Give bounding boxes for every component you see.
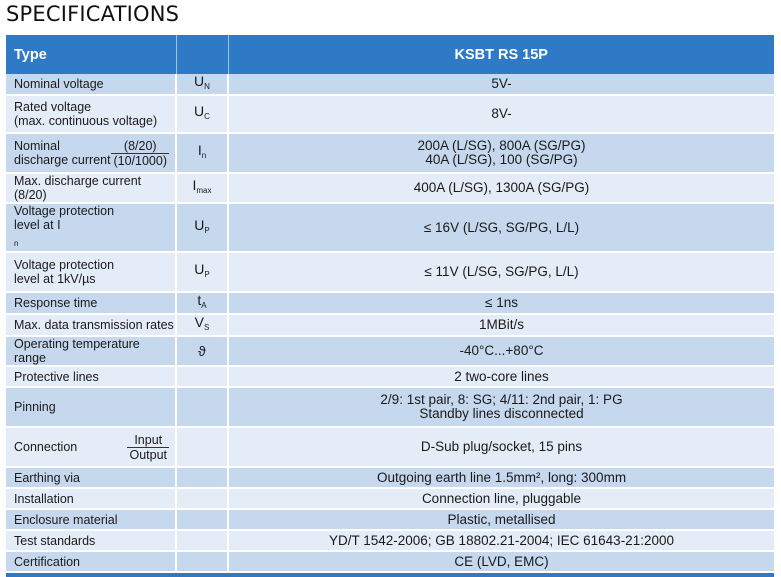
row-nominal-discharge-current <box>6 133 774 173</box>
row-operating-temperature <box>6 336 774 366</box>
row-symbol: $I_{max}$ <box>176 173 228 203</box>
row-symbol: ϑ <box>176 336 228 366</box>
row-label: Voltage protection level at I $_n$ <box>6 203 176 252</box>
label-fraction: $\frac{\text{Input}}{\text{Output}}$ <box>129 432 167 462</box>
row-label: Connection $\frac{\text{Input}}{\text{Output}}$ <box>6 427 176 467</box>
label-fraction: $\frac{(8/20)}{(10/1000)}$ <box>113 138 167 168</box>
row-pinning <box>6 387 774 427</box>
row-response-time <box>6 292 774 314</box>
row-installation <box>6 488 774 509</box>
row-symbol <box>176 530 228 551</box>
row-symbol <box>176 488 228 509</box>
row-symbol: $I_n$ <box>176 133 228 173</box>
table-bottom-rule-segment <box>228 572 774 577</box>
row-voltage-protection-1kv <box>6 252 774 292</box>
row-label: Nominal voltage <box>6 74 176 95</box>
row-symbol <box>176 467 228 488</box>
row-value: Plastic, metallised <box>228 509 774 530</box>
row-max-discharge-current <box>6 173 774 203</box>
row-nominal-voltage <box>6 74 774 95</box>
row-label: Voltage protection level at 1kV/µs <box>6 252 176 292</box>
row-max-data-transmission <box>6 314 774 336</box>
row-rated-voltage <box>6 95 774 133</box>
row-label: Operating temperature range <box>6 336 176 366</box>
row-symbol <box>176 509 228 530</box>
row-symbol: $U_N$ <box>176 74 228 95</box>
row-symbol: $U_C$ <box>176 95 228 133</box>
row-value: 2 two-core lines <box>228 366 774 387</box>
row-label: Installation <box>6 488 176 509</box>
row-value: 200A (L/SG), 800A (SG/PG) 40A (L/SG), 100 (SG/PG) <box>228 133 774 173</box>
row-protective-lines <box>6 366 774 387</box>
row-test-standards <box>6 530 774 551</box>
row-earthing-via <box>6 467 774 488</box>
row-symbol <box>176 551 228 572</box>
page-title: SPECIFICATIONS <box>6 2 180 26</box>
row-symbol: $U_P$ <box>176 252 228 292</box>
row-label: Max. data transmission rates <box>6 314 176 336</box>
row-label: Rated voltage (max. continuous voltage) <box>6 95 176 133</box>
table-bottom-rule-segment <box>6 572 176 577</box>
row-label: Protective lines <box>6 366 176 387</box>
row-label: Certification <box>6 551 176 572</box>
header-symbol <box>176 35 228 74</box>
row-label: Nominal discharge current $\frac{(8/20)}{(10/1000)}$ <box>6 133 176 173</box>
row-connection <box>6 427 774 467</box>
row-value: 2/9: 1st pair, 8: SG; 4/11: 2nd pair, 1: PG Standby lines disconnected <box>228 387 774 427</box>
row-value: Outgoing earth line 1.5mm², long: 300mm <box>228 467 774 488</box>
row-value: YD/T 1542-2006; GB 18802.21-2004; IEC 61643-21:2000 <box>228 530 774 551</box>
header-type-label: Type <box>6 35 176 74</box>
row-value: Connection line, pluggable <box>228 488 774 509</box>
table-bottom-rule <box>6 572 774 577</box>
row-value: -40°C...+80°C <box>228 336 774 366</box>
row-value: 1MBit/s <box>228 314 774 336</box>
row-label: Pinning <box>6 387 176 427</box>
row-label: Response time <box>6 292 176 314</box>
row-label: Enclosure material <box>6 509 176 530</box>
row-symbol <box>176 427 228 467</box>
row-value: CE (LVD, EMC) <box>228 551 774 572</box>
specifications-table <box>6 35 774 577</box>
row-value: ≤ 1ns <box>228 292 774 314</box>
row-symbol <box>176 387 228 427</box>
row-value: D-Sub plug/socket, 15 pins <box>228 427 774 467</box>
row-certification <box>6 551 774 572</box>
row-symbol: $t_A$ <box>176 292 228 314</box>
table-header-row <box>6 35 774 74</box>
row-value: 8V- <box>228 95 774 133</box>
row-voltage-protection-in <box>6 203 774 252</box>
header-product-name: KSBT RS 15P <box>228 35 774 74</box>
row-value: ≤ 16V (L/SG, SG/PG, L/L) <box>228 203 774 252</box>
row-enclosure-material <box>6 509 774 530</box>
row-value: 5V- <box>228 74 774 95</box>
row-symbol <box>176 366 228 387</box>
row-label: Earthing via <box>6 467 176 488</box>
row-symbol: $V_S$ <box>176 314 228 336</box>
row-symbol: $U_P$ <box>176 203 228 252</box>
row-value: ≤ 11V (L/SG, SG/PG, L/L) <box>228 252 774 292</box>
row-value: 400A (L/SG), 1300A (SG/PG) <box>228 173 774 203</box>
row-label: Max. discharge current (8/20) <box>6 173 176 203</box>
row-label: Test standards <box>6 530 176 551</box>
table-bottom-rule-segment <box>176 572 228 577</box>
